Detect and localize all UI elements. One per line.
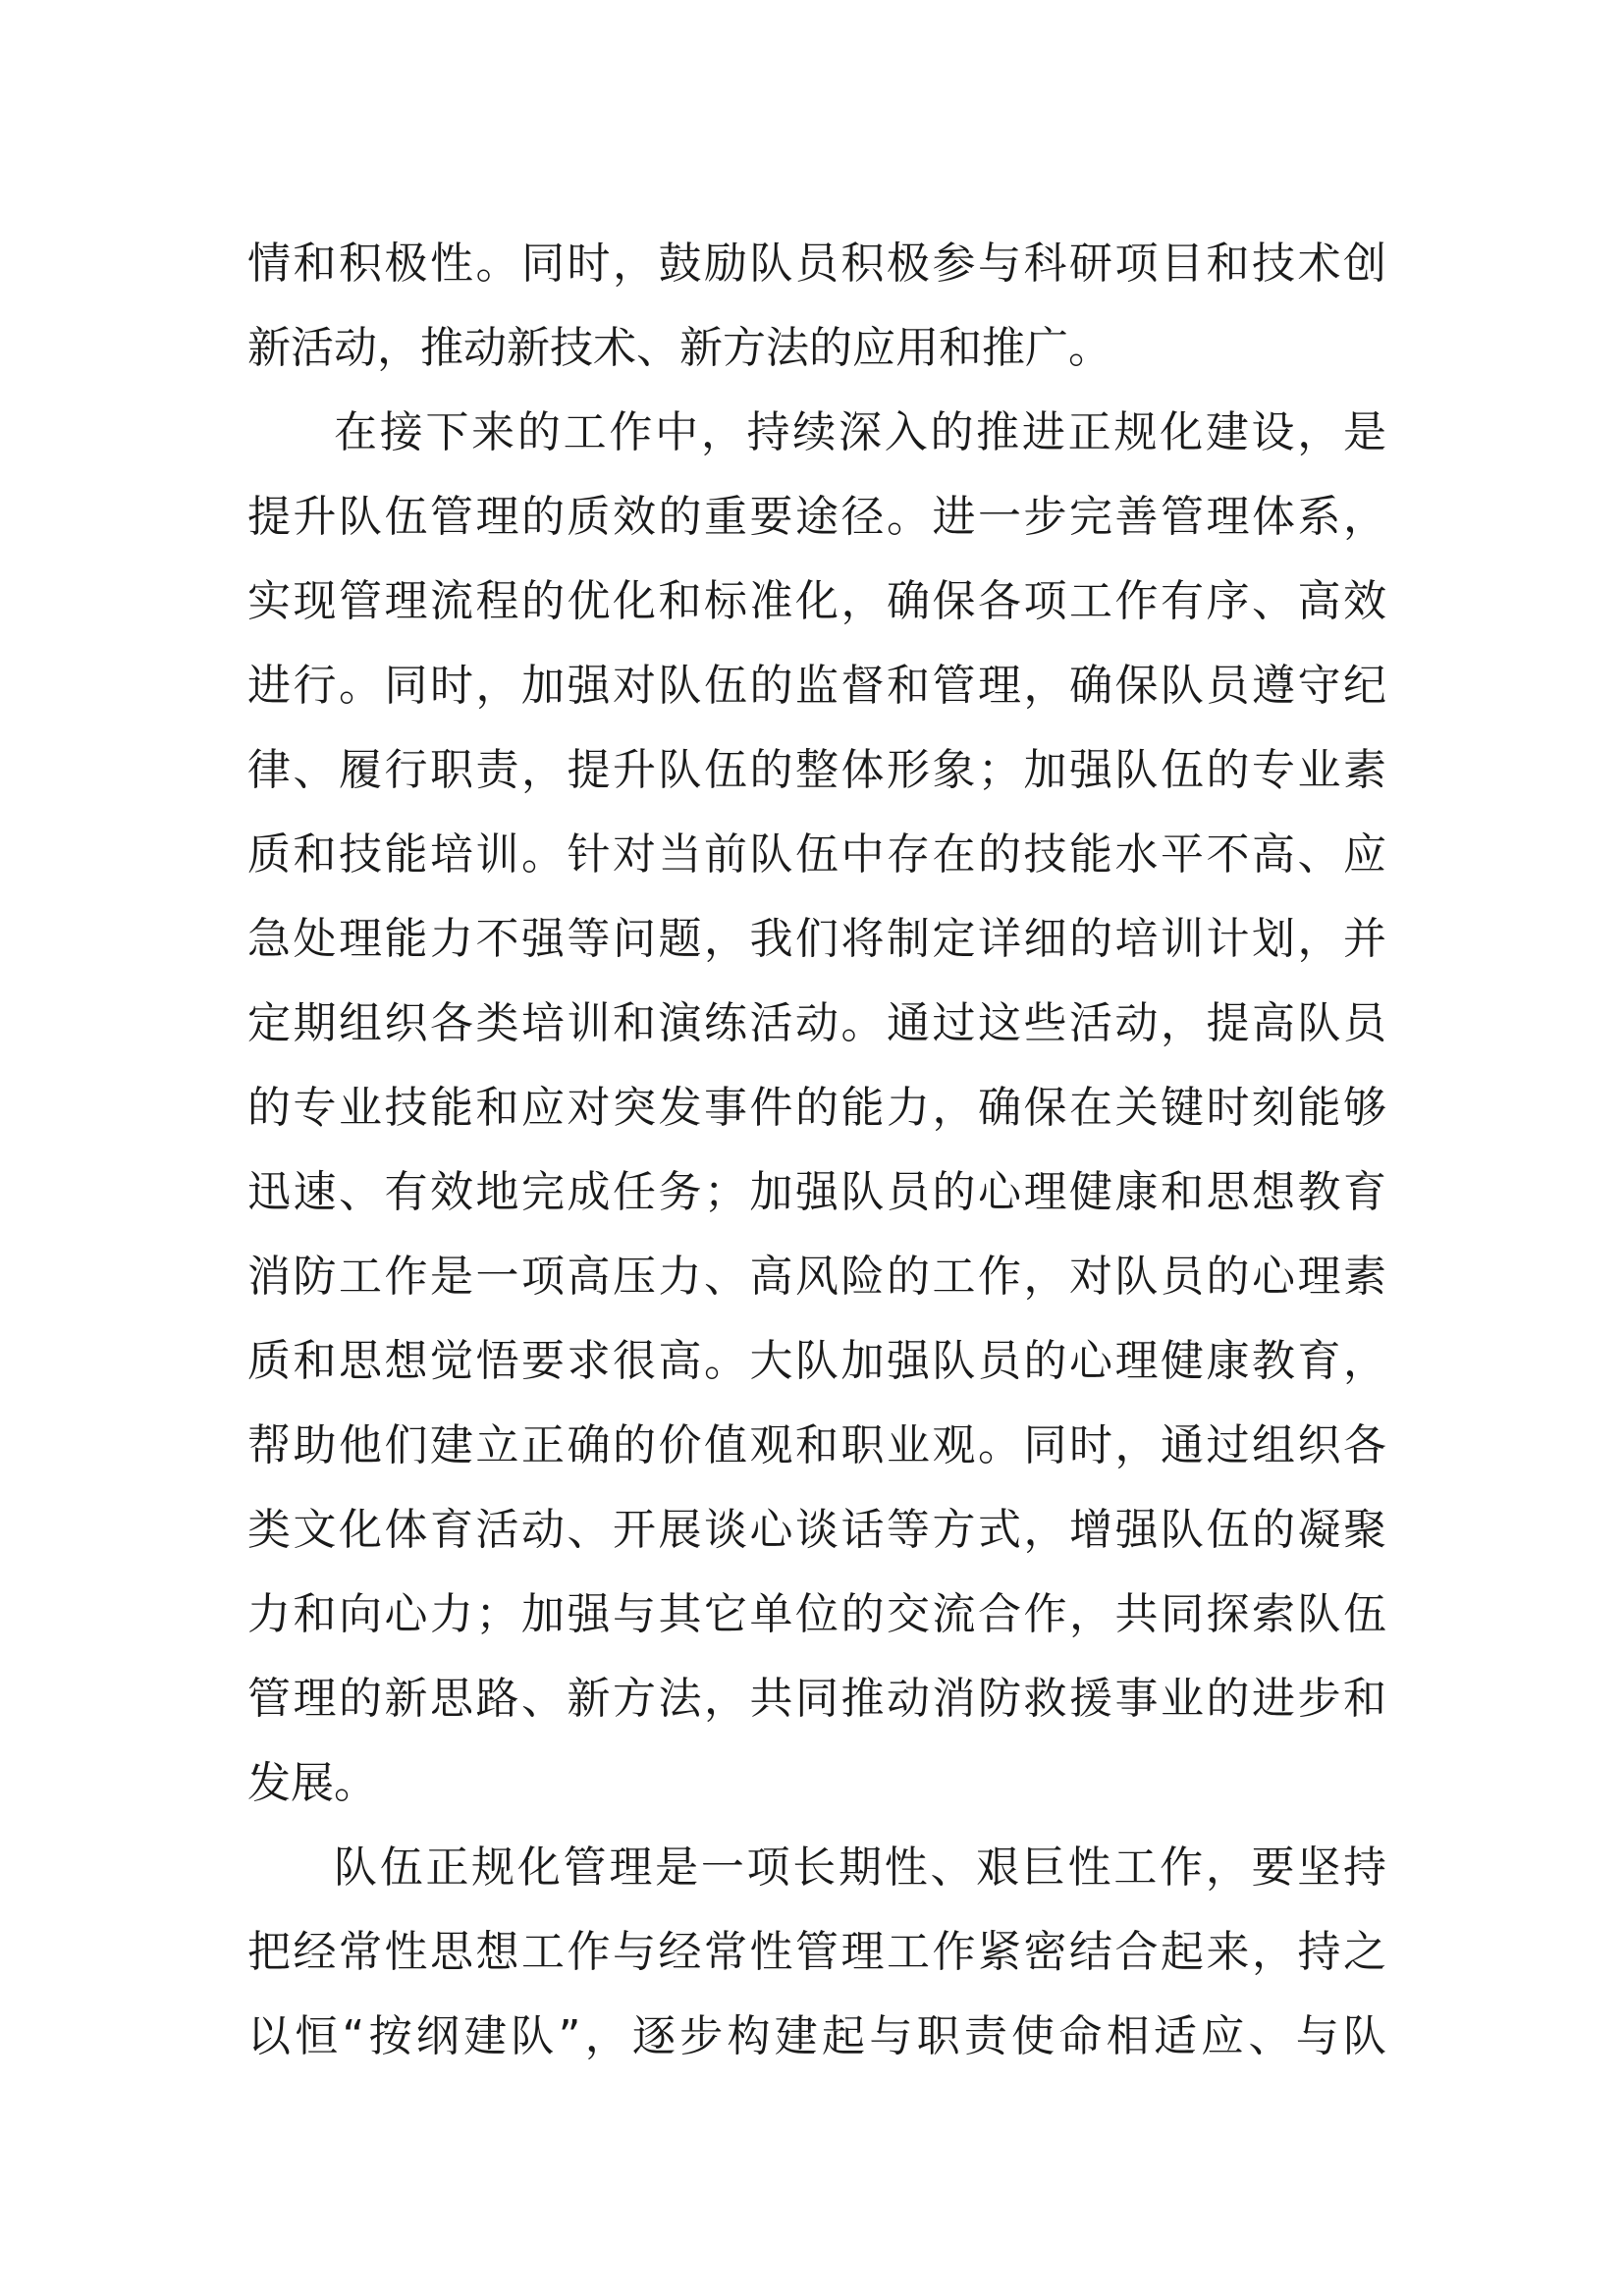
paragraph-3	[247, 1826, 1386, 2079]
text-line: 进行。同时，加强对队伍的监督和管理，确保队员遵守纪	[247, 661, 1386, 711]
text-line: 在接下来的工作中，持续深入的推进正规化建设，是	[334, 407, 1386, 457]
text-line: 实现管理流程的优化和标准化，确保各项工作有序、高效	[247, 576, 1386, 626]
text-line: 的专业技能和应对突发事件的能力，确保在关键时刻能够	[247, 1083, 1386, 1133]
body-text	[247, 222, 1386, 2079]
text-line: 把经常性思想工作与经常性管理工作紧密结合起来，持之	[247, 1927, 1386, 1977]
text-line: 消防工作是一项高压力、高风险的工作，对队员的心理素	[247, 1252, 1386, 1302]
text-line: 队伍正规化管理是一项长期性、艰巨性工作，要坚持	[334, 1842, 1386, 1893]
text-line: 帮助他们建立正确的价值观和职业观。同时，通过组织各	[247, 1420, 1386, 1470]
paragraph-2	[247, 391, 1386, 1826]
text-line: 力和向心力；加强与其它单位的交流合作，共同探索队伍	[247, 1589, 1386, 1639]
text-line: 提升队伍管理的质效的重要途径。进一步完善管理体系，	[247, 492, 1386, 542]
text-line: 类文化体育活动、开展谈心谈话等方式，增强队伍的凝聚	[247, 1505, 1386, 1555]
text-line: 定期组织各类培训和演练活动。通过这些活动，提高队员	[247, 998, 1386, 1048]
text-line: 以恒“按纲建队”，逐步构建起与职责使命相适应、与队	[247, 2011, 1386, 2061]
text-line: 管理的新思路、新方法，共同推动消防救援事业的进步和	[247, 1674, 1386, 1724]
text-line: 质和思想觉悟要求很高。大队加强队员的心理健康教育，	[247, 1336, 1386, 1386]
text-line: 律、履行职责，提升队伍的整体形象；加强队伍的专业素	[247, 745, 1386, 795]
text-line: 情和积极性。同时，鼓励队员积极参与科研项目和技术创	[247, 239, 1386, 289]
text-line: 新活动，推动新技术、新方法的应用和推广。	[247, 323, 1111, 373]
text-line: 急处理能力不强等问题，我们将制定详细的培训计划，并	[247, 914, 1386, 964]
text-line: 发展。	[247, 1758, 377, 1808]
paragraph-1	[247, 222, 1386, 391]
text-line: 迅速、有效地完成任务；加强队员的心理健康和思想教育	[247, 1167, 1386, 1217]
text-line: 质和技能培训。针对当前队伍中存在的技能水平不高、应	[247, 829, 1386, 880]
